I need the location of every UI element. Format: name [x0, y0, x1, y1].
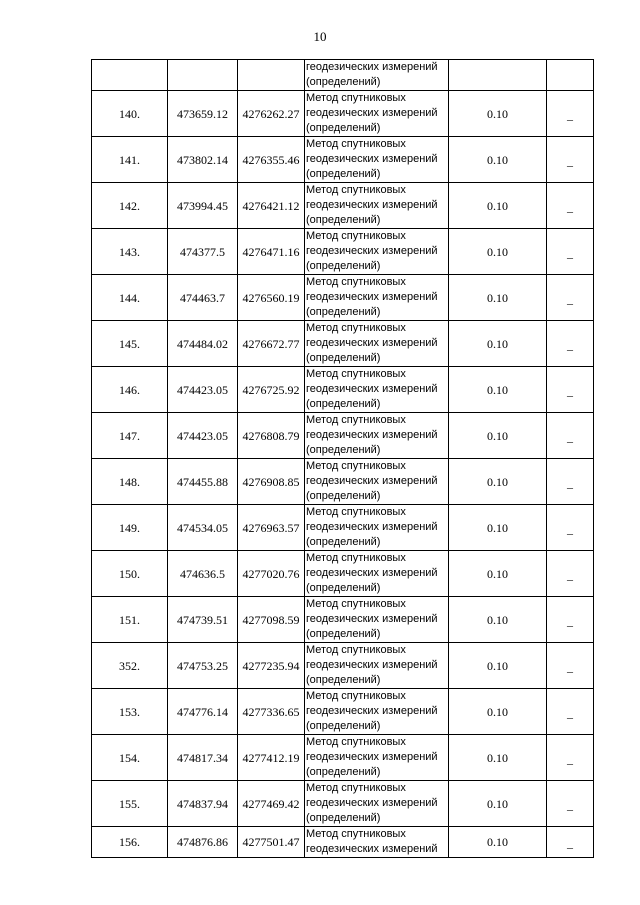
method-line: (определений)	[306, 444, 381, 456]
cell-accuracy: 0.10	[449, 827, 547, 858]
cell-extra	[547, 735, 594, 781]
cell-num	[92, 60, 168, 91]
cell-x: 474377.5	[168, 229, 238, 275]
method-line: Метод спутниковых	[306, 736, 406, 748]
dash-mark: –	[567, 479, 573, 494]
cell-num: 149.	[92, 505, 168, 551]
cell-num: 141.	[92, 137, 168, 183]
method-line: геодезических измерений	[306, 843, 438, 855]
cell-num: 146.	[92, 367, 168, 413]
method-line: геодезических измерений	[306, 153, 438, 165]
cell-method	[305, 60, 449, 91]
method-line: Метод спутниковых	[306, 138, 406, 150]
page-number: 10	[313, 29, 327, 44]
cell-num: 145.	[92, 321, 168, 367]
cell-extra	[547, 505, 594, 551]
method-line: геодезических измерений	[306, 567, 438, 579]
cell-method	[305, 597, 449, 643]
dash-mark: –	[567, 663, 573, 678]
cell-x: 474423.05	[168, 413, 238, 459]
method-line: геодезических измерений	[306, 521, 438, 533]
dash-mark: –	[567, 617, 573, 632]
cell-y: 4276355.46	[238, 137, 305, 183]
method-line: геодезических измерений	[306, 475, 438, 487]
method-line: геодезических измерений	[306, 383, 438, 395]
cell-x: 474636.5	[168, 551, 238, 597]
method-line: Метод спутниковых	[306, 782, 406, 794]
method-line: (определений)	[306, 674, 381, 686]
method-line: (определений)	[306, 214, 381, 226]
cell-y: 4276672.77	[238, 321, 305, 367]
table-row	[92, 137, 594, 183]
cell-extra	[547, 321, 594, 367]
table-row	[92, 735, 594, 781]
table-row	[92, 183, 594, 229]
table-row	[92, 459, 594, 505]
method-line: Метод спутниковых	[306, 598, 406, 610]
cell-method	[305, 689, 449, 735]
table-row	[92, 367, 594, 413]
method-line: (определений)	[306, 582, 381, 594]
cell-extra	[547, 60, 594, 91]
method-line: Метод спутниковых	[306, 322, 406, 334]
method-line: Метод спутниковых	[306, 690, 406, 702]
cell-num: 150.	[92, 551, 168, 597]
table-row	[92, 505, 594, 551]
method-line: (определений)	[306, 398, 381, 410]
dash-mark: –	[567, 249, 573, 264]
method-line: Метод спутниковых	[306, 506, 406, 518]
cell-method	[305, 137, 449, 183]
cell-extra	[547, 91, 594, 137]
cell-accuracy: 0.10	[449, 459, 547, 505]
method-line: геодезических измерений	[306, 613, 438, 625]
cell-x: 474776.14	[168, 689, 238, 735]
method-line: Метод спутниковых	[306, 184, 406, 196]
dash-mark: –	[567, 341, 573, 356]
cell-extra	[547, 781, 594, 827]
table-row	[92, 413, 594, 459]
cell-y: 4276421.12	[238, 183, 305, 229]
dash-mark: –	[567, 433, 573, 448]
cell-method	[305, 781, 449, 827]
dash-mark: –	[567, 295, 573, 310]
cell-y: 4277098.59	[238, 597, 305, 643]
method-line: геодезических измерений	[306, 659, 438, 671]
cell-num: 148.	[92, 459, 168, 505]
cell-y: 4277469.42	[238, 781, 305, 827]
table-row	[92, 551, 594, 597]
cell-x: 473802.14	[168, 137, 238, 183]
cell-x: 474753.25	[168, 643, 238, 689]
table-row-continued	[92, 60, 594, 91]
method-line: геодезических измерений	[306, 751, 438, 763]
cell-accuracy: 0.10	[449, 91, 547, 137]
table-row	[92, 781, 594, 827]
method-line: Метод спутниковых	[306, 368, 406, 380]
cell-accuracy: 0.10	[449, 551, 547, 597]
table-row	[92, 689, 594, 735]
cell-num: 140.	[92, 91, 168, 137]
cell-x: 474455.88	[168, 459, 238, 505]
cell-extra	[547, 275, 594, 321]
cell-y: 4277501.47	[238, 827, 305, 858]
cell-num: 352.	[92, 643, 168, 689]
cell-method	[305, 183, 449, 229]
cell-extra	[547, 551, 594, 597]
dash-mark: –	[567, 840, 573, 854]
method-line: геодезических измерений	[306, 429, 438, 441]
cell-extra	[547, 459, 594, 505]
method-line: геодезических измерений	[306, 107, 438, 119]
method-line: (определений)	[306, 306, 381, 318]
cell-method	[305, 643, 449, 689]
cell-accuracy: 0.10	[449, 413, 547, 459]
cell-num: 154.	[92, 735, 168, 781]
cell-num: 153.	[92, 689, 168, 735]
method-line: Метод спутниковых	[306, 644, 406, 656]
cell-y: 4276963.57	[238, 505, 305, 551]
cell-method	[305, 91, 449, 137]
coordinates-table	[91, 59, 594, 858]
cell-accuracy: 0.10	[449, 367, 547, 413]
table-row	[92, 91, 594, 137]
cell-accuracy	[449, 60, 547, 91]
cell-x: 473659.12	[168, 91, 238, 137]
method-line: геодезических измерений	[306, 291, 438, 303]
method-line: геодезических измерений	[306, 705, 438, 717]
cell-extra	[547, 137, 594, 183]
dash-mark: –	[567, 571, 573, 586]
dash-mark: –	[567, 387, 573, 402]
cell-y: 4277412.19	[238, 735, 305, 781]
cell-extra	[547, 183, 594, 229]
table-row	[92, 597, 594, 643]
dash-mark: –	[567, 709, 573, 724]
cell-x: 474463.7	[168, 275, 238, 321]
cell-method	[305, 413, 449, 459]
cell-method	[305, 321, 449, 367]
cell-num: 155.	[92, 781, 168, 827]
cell-accuracy: 0.10	[449, 321, 547, 367]
method-line: (определений)	[306, 168, 381, 180]
method-line: Метод спутниковых	[306, 828, 406, 840]
cell-y: 4276471.16	[238, 229, 305, 275]
cell-accuracy: 0.10	[449, 137, 547, 183]
method-line: Метод спутниковых	[306, 230, 406, 242]
method-line: геодезических измерений	[306, 199, 438, 211]
dash-mark: –	[567, 755, 573, 770]
cell-x	[168, 60, 238, 91]
method-line: Метод спутниковых	[306, 414, 406, 426]
cell-x: 474876.86	[168, 827, 238, 858]
cell-num: 151.	[92, 597, 168, 643]
cell-y	[238, 60, 305, 91]
cell-extra	[547, 689, 594, 735]
cell-accuracy: 0.10	[449, 275, 547, 321]
cell-method	[305, 229, 449, 275]
cell-x: 474817.34	[168, 735, 238, 781]
cell-extra	[547, 229, 594, 275]
method-line: (определений)	[306, 628, 381, 640]
cell-y: 4276560.19	[238, 275, 305, 321]
cell-num: 142.	[92, 183, 168, 229]
dash-mark: –	[567, 157, 573, 172]
cell-x: 474423.05	[168, 367, 238, 413]
cell-accuracy: 0.10	[449, 643, 547, 689]
cell-num: 147.	[92, 413, 168, 459]
table-row-last	[92, 827, 594, 858]
method-line: Метод спутниковых	[306, 92, 406, 104]
table-row	[92, 321, 594, 367]
method-line: (определений)	[306, 352, 381, 364]
table-row	[92, 275, 594, 321]
cell-y: 4276725.92	[238, 367, 305, 413]
method-line: Метод спутниковых	[306, 552, 406, 564]
cell-method	[305, 459, 449, 505]
cell-x: 474739.51	[168, 597, 238, 643]
cell-method	[305, 275, 449, 321]
dash-mark: –	[567, 525, 573, 540]
method-line: (определений)	[306, 720, 381, 732]
cell-y: 4276262.27	[238, 91, 305, 137]
cell-extra	[547, 643, 594, 689]
cell-x: 474837.94	[168, 781, 238, 827]
method-line: (определений)	[306, 260, 381, 272]
table-row	[92, 643, 594, 689]
method-line: (определений)	[306, 490, 381, 502]
method-line: геодезических измерений	[306, 337, 438, 349]
method-line: Метод спутниковых	[306, 460, 406, 472]
cell-x: 474484.02	[168, 321, 238, 367]
cell-accuracy: 0.10	[449, 505, 547, 551]
method-line: Метод спутниковых	[306, 276, 406, 288]
cell-accuracy: 0.10	[449, 735, 547, 781]
method-line: геодезических измерений	[306, 61, 438, 73]
cell-extra	[547, 367, 594, 413]
method-line: геодезических измерений	[306, 245, 438, 257]
cell-extra	[547, 597, 594, 643]
cell-method	[305, 827, 449, 858]
cell-accuracy: 0.10	[449, 183, 547, 229]
method-line: (определений)	[306, 76, 381, 88]
cell-extra	[547, 827, 594, 858]
cell-accuracy: 0.10	[449, 229, 547, 275]
cell-num: 143.	[92, 229, 168, 275]
cell-accuracy: 0.10	[449, 597, 547, 643]
cell-x: 473994.45	[168, 183, 238, 229]
cell-y: 4276808.79	[238, 413, 305, 459]
cell-extra	[547, 413, 594, 459]
method-line: (определений)	[306, 536, 381, 548]
method-line: геодезических измерений	[306, 797, 438, 809]
dash-mark: –	[567, 111, 573, 126]
cell-method	[305, 735, 449, 781]
cell-y: 4277336.65	[238, 689, 305, 735]
cell-y: 4277020.76	[238, 551, 305, 597]
method-line: (определений)	[306, 766, 381, 778]
cell-y: 4276908.85	[238, 459, 305, 505]
method-line: (определений)	[306, 122, 381, 134]
cell-method	[305, 367, 449, 413]
dash-mark: –	[567, 801, 573, 816]
table-row	[92, 229, 594, 275]
cell-accuracy: 0.10	[449, 781, 547, 827]
cell-accuracy: 0.10	[449, 689, 547, 735]
cell-method	[305, 505, 449, 551]
cell-y: 4277235.94	[238, 643, 305, 689]
cell-x: 474534.05	[168, 505, 238, 551]
dash-mark: –	[567, 203, 573, 218]
cell-method	[305, 551, 449, 597]
cell-num: 156.	[92, 827, 168, 858]
cell-num: 144.	[92, 275, 168, 321]
method-line: (определений)	[306, 812, 381, 824]
